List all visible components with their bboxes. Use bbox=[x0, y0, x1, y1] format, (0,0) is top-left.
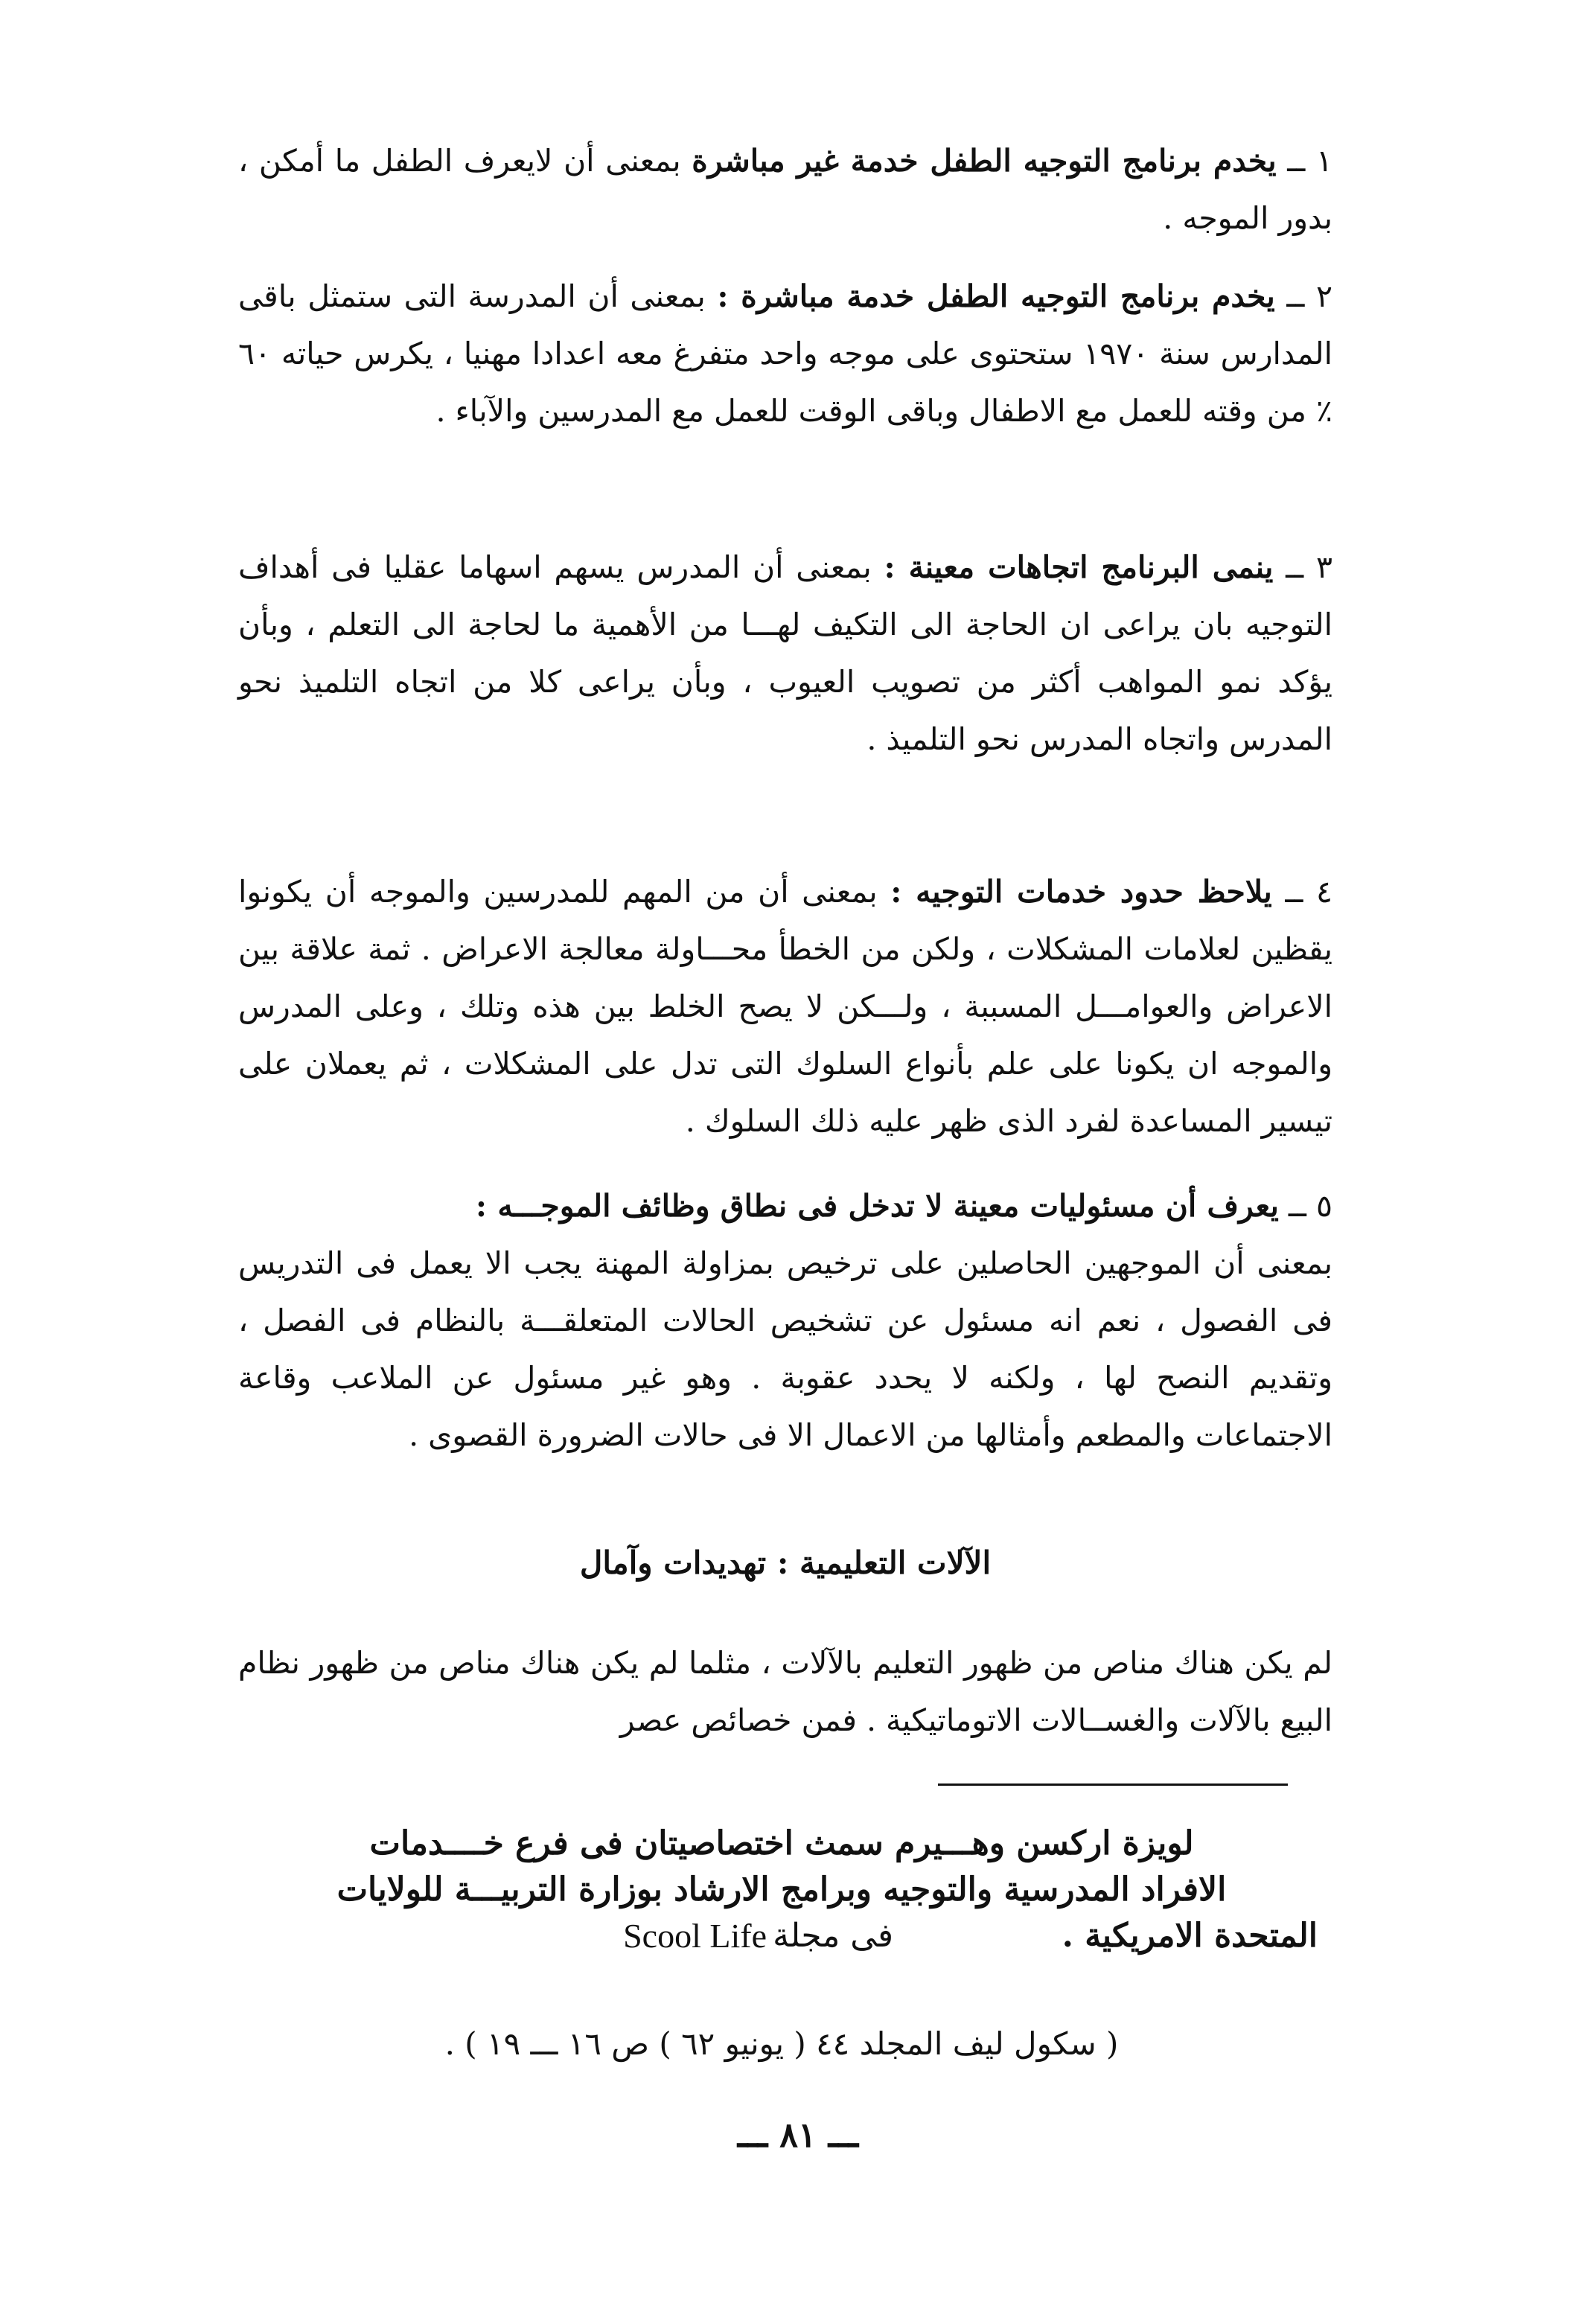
section-heading: الآلات التعليمية : تهديدات وآمال bbox=[579, 1545, 992, 1581]
item-number: ٥ ــ bbox=[1288, 1188, 1332, 1224]
item-body: بمعنى أن لايعرف الطفل ما أمكن ، بدور الموجه . bbox=[238, 143, 1332, 236]
list-item-4 bbox=[238, 863, 1332, 1150]
intro-paragraph: لم يكن هناك مناص من ظهور التعليم بالآلات ، مثلما لم يكن هناك مناص من ظهور نظام البيع بالآلات والغســالات الاتوماتيكية . فمن خصائص عصر bbox=[238, 1645, 1332, 1738]
list-item-2 bbox=[238, 268, 1332, 440]
item-heading: ينمى البرنامج اتجاهات معينة : bbox=[884, 549, 1274, 585]
item-number: ٣ ــ bbox=[1286, 549, 1332, 585]
footnote-line-2: الافراد المدرسية والتوجيه وبرامج الارشاد بوزارة التربيـــة للولايات bbox=[336, 1871, 1227, 1909]
item-body: بمعنى أن المدرسة التى ستمثل باقى المدارس سنة ١٩٧٠ ستحتوى على موجه واحد متفرغ معه اعدادا مهنيا ، يكرس حياته ٦٠ ٪ من وقته للعمل مع الاطفال وباقى الوقت للعمل مع المدرسين والآباء . bbox=[238, 278, 1332, 429]
footnote-citation: ( سكول ليف المجلد ٤٤ ( يونيو ٦٢ ) ص ١٦ ـــ ١٩ ) . bbox=[444, 2025, 1119, 2062]
footnote-journal-prefix: فى مجلة bbox=[773, 1917, 893, 1955]
footnote-line-1: لويزة اركسن وهـــيرم سمث اختصاصيتان فى فرع خــــدمات bbox=[369, 1824, 1194, 1862]
item-number: ٤ ــ bbox=[1285, 874, 1332, 910]
list-item-5 bbox=[238, 1178, 1332, 1464]
item-heading: يعرف أن مسئوليات معينة لا تدخل فى نطاق وظائف الموجـــه : bbox=[475, 1188, 1279, 1224]
footnote-authors bbox=[246, 1821, 1318, 1913]
item-body: بمعنى أن المدرس يسهم اسهاما عقليا فى أهداف التوجيه بان يراعى ان الحاجة الى التكيف لهـــا من الأهمية ما لحاجة الى التعلم ، وبأن يؤكد نمو المواهب أكثر من تصويب العيوب ، وبأن يراعى كلا من اتجاه التلميذ نحو المدرس واتجاه المدرس نحو التلميذ . bbox=[238, 549, 1332, 757]
list-item-1 bbox=[238, 132, 1332, 247]
list-item-3 bbox=[238, 539, 1332, 768]
item-number: ١ ــ bbox=[1287, 143, 1332, 179]
item-heading: يلاحظ حدود خدمات التوجيه : bbox=[890, 874, 1272, 910]
item-heading: يخدم برنامج التوجيه الطفل خدمة مباشرة : bbox=[717, 278, 1275, 314]
item-number: ٢ ــ bbox=[1286, 278, 1332, 314]
item-body: بمعنى أن الموجهين الحاصلين على ترخيص بمزاولة المهنة يجب الا يعمل فى التدريس فى الفصول ، نعم انه مسئول عن تشخيص الحالات المتعلقـــة بالنظام فى الفصل ، وتقديم النصح لها ، ولكنه لا يحدد عقوبة . وهو غير مسئول عن الملاعب وقاعة الاجتماعات والمطعم وأمثالها من الاعمال الا فى حالات الضرورة القصوى . bbox=[238, 1245, 1332, 1453]
footnote-journal-name: Scool Life bbox=[623, 1917, 767, 1955]
footnote-country: المتحدة الامريكية . bbox=[1062, 1917, 1318, 1955]
item-body: بمعنى أن من المهم للمدرسين والموجه أن يكونوا يقظين لعلامات المشكلات ، ولكن من الخطأ محـــاولة معالجة الاعراض . ثمة علاقة بين الاعراض والعوامـــل المسببة ، ولـــكن لا يصح الخلط بين هذه وتلك ، وعلى المدرس والموجه ان يكونا على علم بأنواع السلوك التى تدل على المشكلات ، ثم يعملان على تيسير المساعدة لفرد الذى ظهر عليه ذلك السلوك . bbox=[238, 874, 1332, 1139]
page-number: ـــ ٨١ ـــ bbox=[737, 2115, 859, 2155]
footnote-divider bbox=[938, 1784, 1288, 1786]
item-heading: يخدم برنامج التوجيه الطفل خدمة غير مباشرة bbox=[692, 143, 1277, 179]
